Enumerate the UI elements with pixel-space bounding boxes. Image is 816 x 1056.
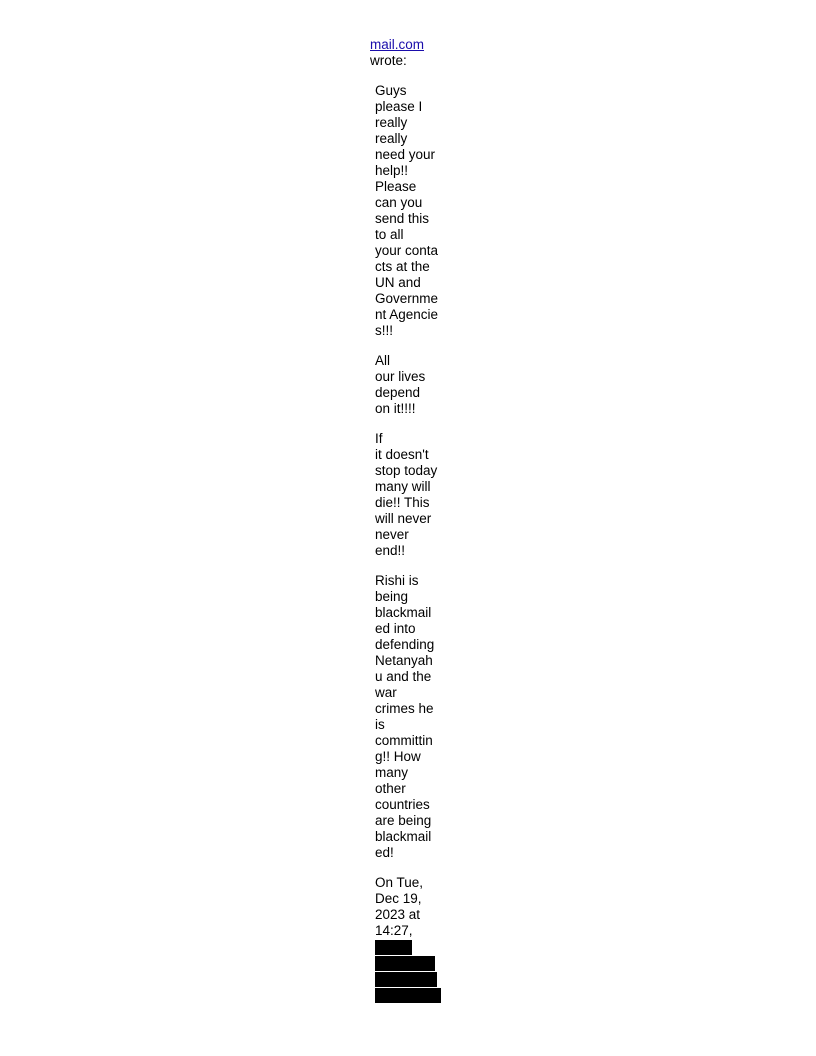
message-line: committin: [375, 733, 433, 748]
message-line: many: [375, 765, 409, 780]
message-line: on it!!!!: [375, 401, 416, 416]
wrote-label: wrote:: [370, 53, 407, 68]
quote-line: Dec 19,: [375, 891, 422, 906]
message-line: Please: [375, 179, 417, 194]
message-line: u and the: [375, 669, 432, 684]
quote-line: On Tue,: [375, 875, 424, 890]
message-line: need your: [375, 147, 436, 162]
message-line: war: [375, 685, 397, 700]
message-line: end!!: [375, 543, 406, 558]
message-line: defending: [375, 637, 435, 652]
message-line: really: [375, 131, 408, 146]
redaction-bar: [375, 988, 441, 1003]
sender-email-link[interactable]: mail.com: [370, 37, 425, 52]
message-line: send this: [375, 211, 430, 226]
message-line: stop today: [375, 463, 438, 478]
message-line: to all: [375, 227, 404, 242]
message-line: blackmail: [375, 605, 432, 620]
message-line: die!! This: [375, 495, 430, 510]
message-line: ed!: [375, 845, 394, 860]
message-line: ed into: [375, 621, 416, 636]
message-line: crimes he: [375, 701, 434, 716]
message-line: Rishi is: [375, 573, 419, 588]
message-line: can you: [375, 195, 423, 210]
redaction-bar: [375, 940, 412, 955]
message-line: Guys: [375, 83, 407, 98]
message-line: never: [375, 527, 409, 542]
message-line: countries: [375, 797, 430, 812]
message-line: cts at the: [375, 259, 430, 274]
message-line: s!!!: [375, 323, 394, 338]
message-line: other: [375, 781, 406, 796]
message-line: really: [375, 115, 408, 130]
message-line: g!! How: [375, 749, 421, 764]
redaction-bar: [375, 972, 437, 987]
quote-line: 14:27,: [375, 923, 413, 938]
message-line: please I: [375, 99, 423, 114]
redaction-bar: [375, 956, 435, 971]
message-line: will never: [375, 511, 432, 526]
quote-line: 2023 at: [375, 907, 421, 922]
message-line: All: [375, 353, 391, 368]
message-line: your conta: [375, 243, 439, 258]
message-line: it doesn't: [375, 447, 429, 462]
message-line: depend: [375, 385, 421, 400]
message-line: being: [375, 589, 409, 604]
message-line: many will: [375, 479, 431, 494]
message-line: help!!: [375, 163, 409, 178]
message-line: our lives: [375, 369, 426, 384]
message-line: blackmail: [375, 829, 432, 844]
message-line: nt Agencie: [375, 307, 439, 322]
message-line: UN and: [375, 275, 421, 290]
message-line: Governme: [375, 291, 439, 306]
message-line: are being: [375, 813, 432, 828]
message-line: If: [375, 431, 383, 446]
message-line: is: [375, 717, 385, 732]
message-line: Netanyah: [375, 653, 433, 668]
